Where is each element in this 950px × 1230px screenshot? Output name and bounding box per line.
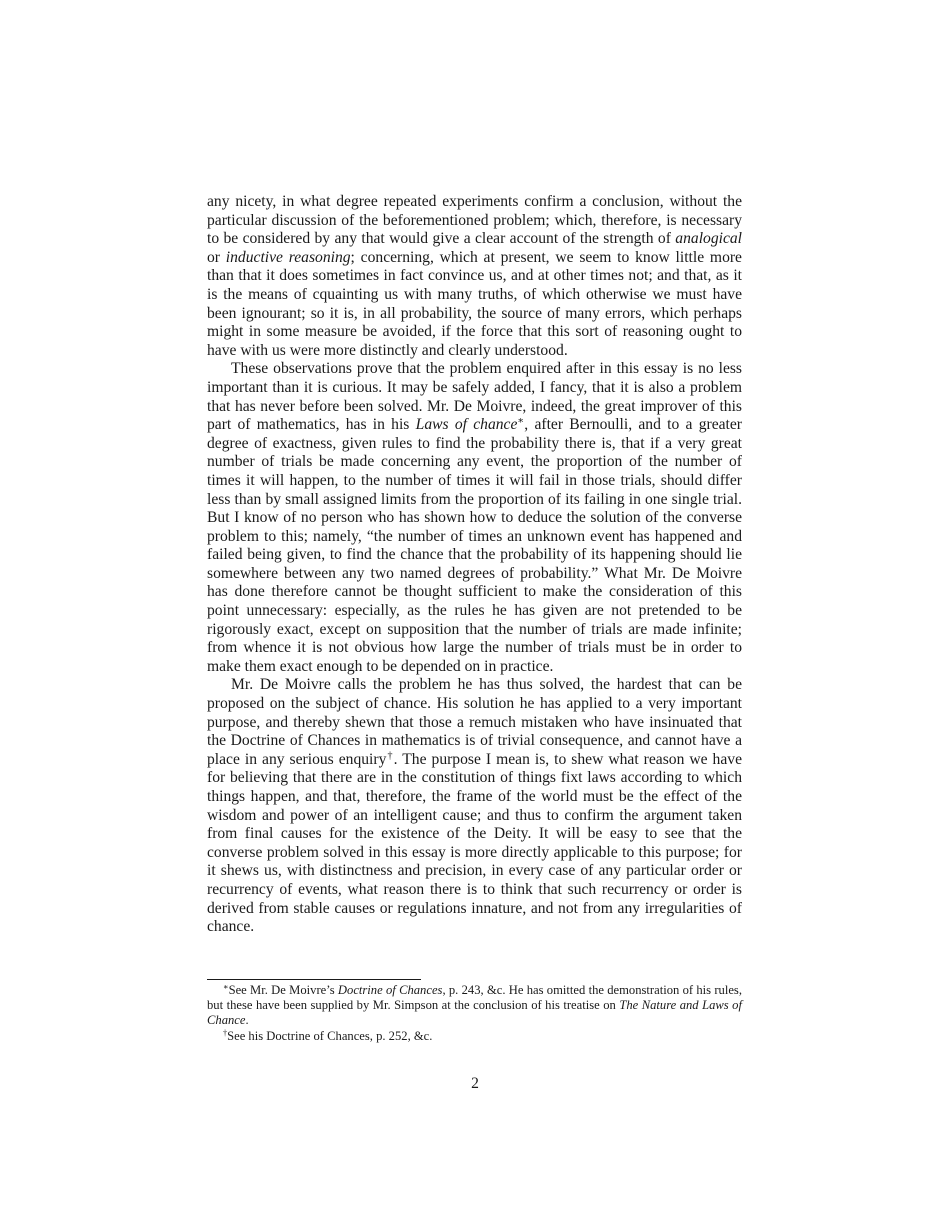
footnote-text: , p. 243, &c. He has omitted the demonstration of his rules, but these have been supplied by Mr. Simpson at the conclusion of his treatise on (207, 983, 742, 1013)
paragraph-text: These observations prove that the problem enquired after in this essay is no less important than it is curious. It may be safely added, I fancy, that it is also a problem that has never before been solved. Mr. De Moivre, indeed, the great improver of this part of mathematics, has in his (207, 360, 742, 434)
italic-title-doctrine-of-chances: Doctrine of Chances (337, 983, 443, 997)
paragraph-2 (207, 360, 742, 676)
italic-title-nature-and-laws: The Nature and Laws of Chance (207, 998, 742, 1028)
footnote-marker-1: ∗ (517, 415, 525, 427)
italic-term-analogical: analogical (675, 230, 742, 248)
footnote-2 (207, 1029, 742, 1044)
footnote-text: . (245, 1013, 249, 1028)
footnote-marker-2: † (386, 750, 394, 762)
main-text (207, 193, 742, 937)
paragraph-text: ; concerning, which at present, we seem to know little more than that it does sometimes in fact convince us, and at other times not; and that, as it is the means of cquainting us with many truths, of which otherwise we must have been ignourant; so it is, in all probability, the source of many errors, which perhaps might in some measure be avoided, if the force that this sort of reasoning ought to have with us were more distinctly and clearly understood. (207, 248, 742, 359)
footnote-text: See his Doctrine of Chances, p. 252, &c. (227, 1028, 433, 1043)
paragraph-1 (207, 193, 742, 360)
italic-title-laws-of-chance: Laws of chance (415, 416, 518, 434)
footnotes (207, 983, 742, 1044)
paragraph-text: . The purpose I mean is, to shew what reason we have for believing that there are in the constitution of things fixt laws according to which things happen, and that, therefore, the frame of the world must be the effect of the wisdom and power of an intelligent cause; and thus to confirm the argument taken from final causes for the existence of the Deity. It will be easy to see that the converse problem solved in this essay is more directly applicable to this purpose; for it shews us, with distinctness and precision, in every case of any particular order or recurrency of events, what reason there is to think that such recurrency or order is derived from stable causes or regulations innature, and not from any irregularities of chance. (207, 750, 742, 936)
footnote-separator (207, 979, 421, 980)
footnote-1 (207, 983, 742, 1029)
paragraph-text: Mr. De Moivre calls the problem he has thus solved, the hardest that can be proposed on the subject of chance. His solution he has applied to a very important purpose, and thereby shewn that those a remuch mistaken who have insinuated that the Doctrine of Chances in mathematics is of trivial consequence, and cannot have a place in any serious enquiry (207, 676, 742, 768)
paragraph-text: any nicety, in what degree repeated experiments confirm a conclusion, without the particular discussion of the beforementioned problem; which, therefore, is necessary to be considered by any that would give a clear account of the strength of (207, 193, 742, 248)
page-number: 2 (471, 1075, 479, 1092)
footnote-text: See Mr. De Moivre’s (228, 983, 338, 997)
footnote-2-marker: † (223, 1028, 228, 1038)
paragraph-text: , after Bernoulli, and to a greater degree of exactness, given rules to find the probability there is, that if a very great number of trials be made concerning any event, the proportion of the number of times it will happen, to the number of times it will fail in those trials, should differ less than by small assigned limits from the proportion of its failing in one single trial. But I know of no person who has shown how to deduce the solution of the converse problem to this; namely, “the number of times an unknown event has happened and failed being given, to find the chance that the probability of its happening should lie somewhere between any two named degrees of probability.” What Mr. De Moivre has done therefore cannot be thought sufficient to make the consideration of this point unnecessary: especially, as the rules he has given are not pretended to be rigorously exact, except on supposition that the number of trials are made infinite; from whence it is not obvious how large the number of trials must be in order to make them exact enough to be depended on in practice. (207, 416, 742, 675)
paragraph-text: or (207, 248, 226, 266)
footnote-1-marker: ∗ (223, 982, 229, 992)
paragraph-3 (207, 676, 742, 936)
italic-term-inductive-reasoning: inductive reasoning (225, 248, 351, 266)
